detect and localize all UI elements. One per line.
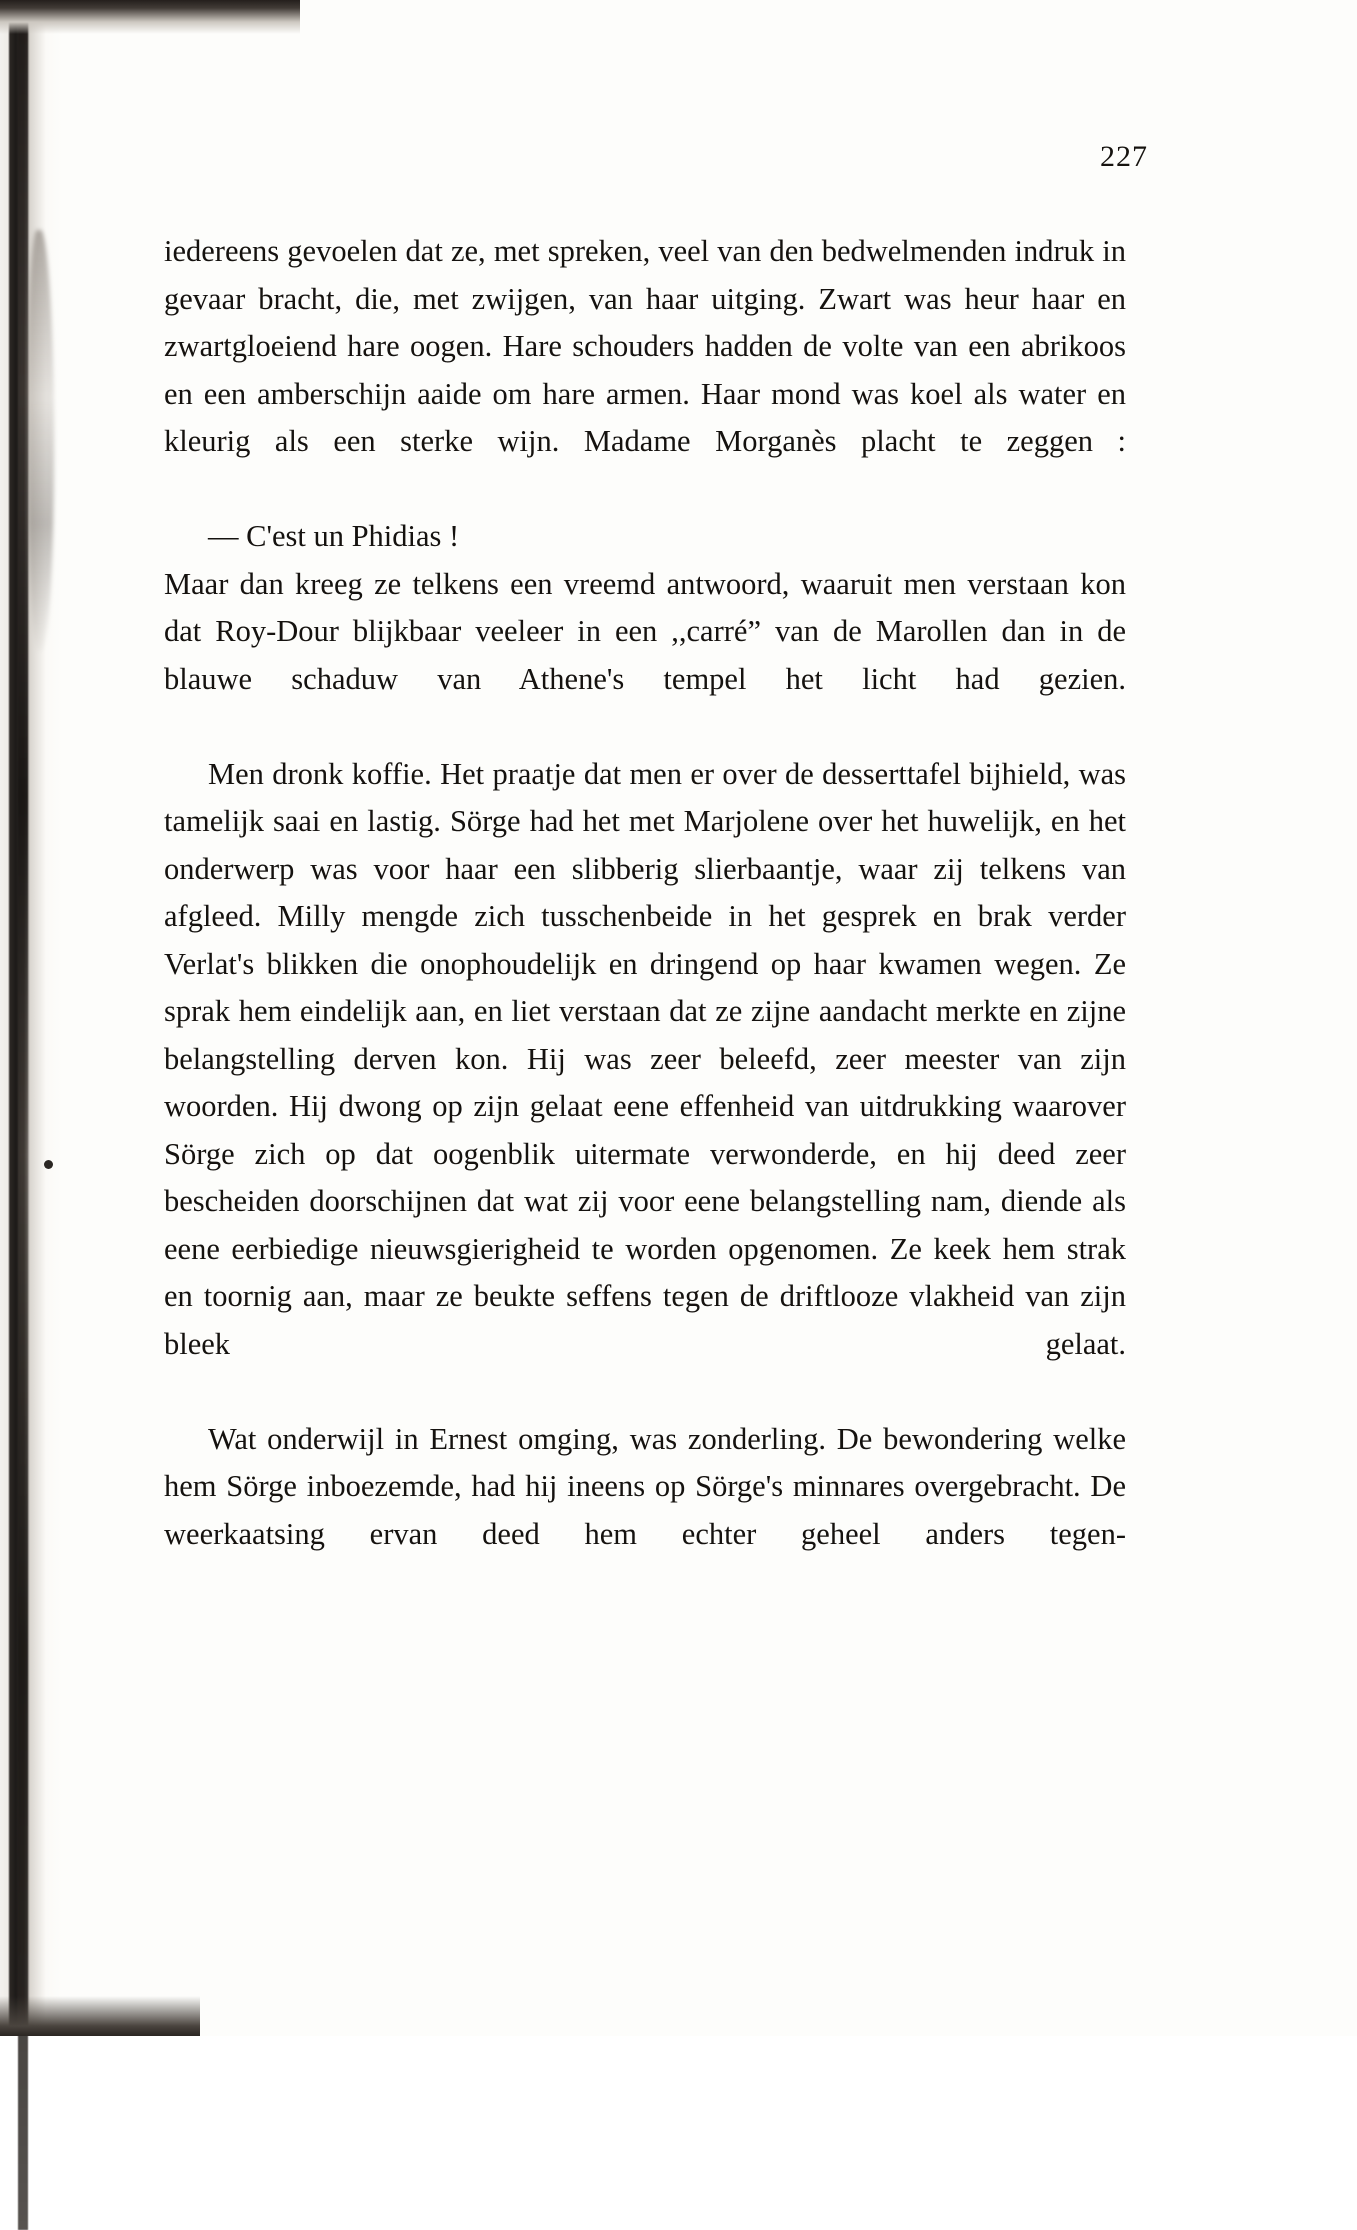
- scan-speck: [44, 1160, 53, 1169]
- page-content: [164, 0, 1164, 2036]
- page-number: 227: [1100, 140, 1148, 173]
- body-text: [164, 228, 1126, 1606]
- paragraph-dialogue: — C'est un Phidias !: [208, 519, 460, 553]
- paragraph: Maar dan kreeg ze telkens een vreemd antwoord, waaruit men verstaan kon dat Roy-Dour blijkbaar veeleer in een ,,carré” van de Marollen dan in de blauwe schaduw van Athene's tempel het licht had gezien.: [164, 566, 1126, 696]
- paragraph: Wat onderwijl in Ernest omging, was zonderling. De bewondering welke hem Sörge inboezemde, had hij ineens op Sörge's minnares overgebracht. De weerkaatsing ervan deed hem echter geheel anders tegen-: [164, 1421, 1126, 1551]
- paragraph: Men dronk koffie. Het praatje dat men er over de desserttafel bijhield, was tamelijk saai en lastig. Sörge had het met Marjolene over het huwelijk, en het onderwerp was voor haar een slibberig slierbaantje, waar zij telkens van afgleed. Milly mengde zich tusschenbeide in het gesprek en brak verder Verlat's blikken die onophoudelijk en dringend op haar kwamen wegen. Ze sprak hem eindelijk aan, en liet verstaan dat ze zijne aandacht merkte en zijne belangstelling derven kon. Hij was zeer beleefd, zeer meester van zijn woorden. Hij dwong op zijn gelaat eene effenheid van uitdrukking waarover Sörge zich op dat oogenblik uitermate verwonderde, en hij deed zeer bescheiden doorschijnen dat wat zij voor eene belangstelling nam, diende als eene eerbiedige nieuwsgierigheid te worden opgenomen. Ze keek hem strak en toornig aan, maar ze beukte seffens tegen de driftlooze vlakheid van zijn bleek gelaat.: [164, 756, 1126, 1361]
- paragraph: iedereens gevoelen dat ze, met spreken, veel van den bedwelmenden indruk in gevaar bracht, die, met zwijgen, van haar uitging. Zwart was heur haar en zwartgloeiend hare oogen. Hare schouders hadden de volte van een abrikoos en een amberschijn aaide om hare armen. Haar mond was koel als water en kleurig als een sterke wijn. Madame Morganès placht te zeggen :: [164, 234, 1126, 458]
